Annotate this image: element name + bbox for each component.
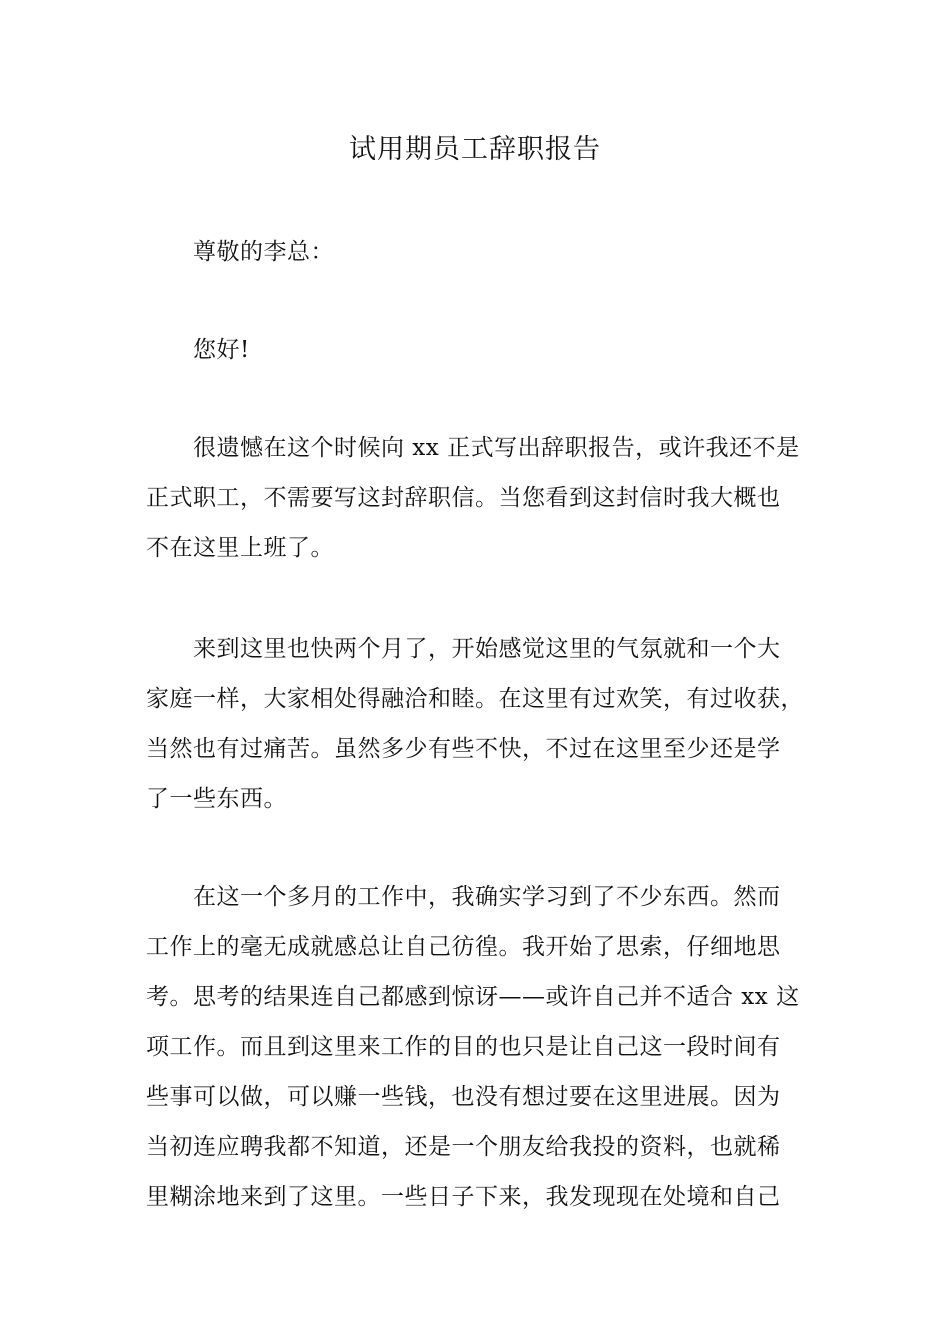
paragraph-line: 里糊涂地来到了这里。一些日子下来，我发现现在处境和自己 (146, 1184, 781, 1210)
body-paragraph-1 (146, 423, 826, 573)
paragraph-line: 项工作。而且到这里来工作的目的也只是让自己这一段时间有 (146, 1034, 781, 1060)
body-paragraph-2 (146, 624, 826, 824)
paragraph-line: 当初连应聘我都不知道，还是一个朋友给我投的资料，也就稀 (146, 1134, 781, 1160)
paragraph-line: 了一些东西。 (146, 786, 287, 812)
paragraph-line: 家庭一样，大家相处得融洽和睦。在这里有过欢笑，有过收获， (146, 686, 804, 712)
greeting (146, 325, 826, 375)
document-title: 试用期员工辞职报告 (349, 134, 601, 165)
paragraph-line: 些事可以做，可以赚一些钱，也没有想过要在这里进展。因为 (146, 1084, 781, 1110)
body-paragraph-3 (146, 872, 826, 1222)
greeting-text: 您好! (193, 337, 250, 363)
paragraph-line: 正式职工，不需要写这封辞职信。当您看到这封信时我大概也 (146, 485, 781, 511)
paragraph-line: 工作上的毫无成就感总让自己彷徨。我开始了思索，仔细地思 (146, 934, 781, 960)
paragraph-line: 考。思考的结果连自己都感到惊讶——或许自己并不适合 xx 这 (146, 984, 800, 1010)
paragraph-line: 不在这里上班了。 (146, 535, 334, 561)
paragraph-line: 在这一个多月的工作中，我确实学习到了不少东西。然而 (193, 884, 781, 910)
paragraph-line: 当然也有过痛苦。虽然多少有些不快，不过在这里至少还是学 (146, 736, 781, 762)
salutation (146, 227, 826, 277)
salutation-text: 尊敬的李总： (193, 239, 334, 265)
paragraph-line: 来到这里也快两个月了，开始感觉这里的气氛就和一个大 (193, 636, 781, 662)
paragraph-line: 很遗憾在这个时候向 xx 正式写出辞职报告，或许我还不是 (193, 435, 800, 461)
